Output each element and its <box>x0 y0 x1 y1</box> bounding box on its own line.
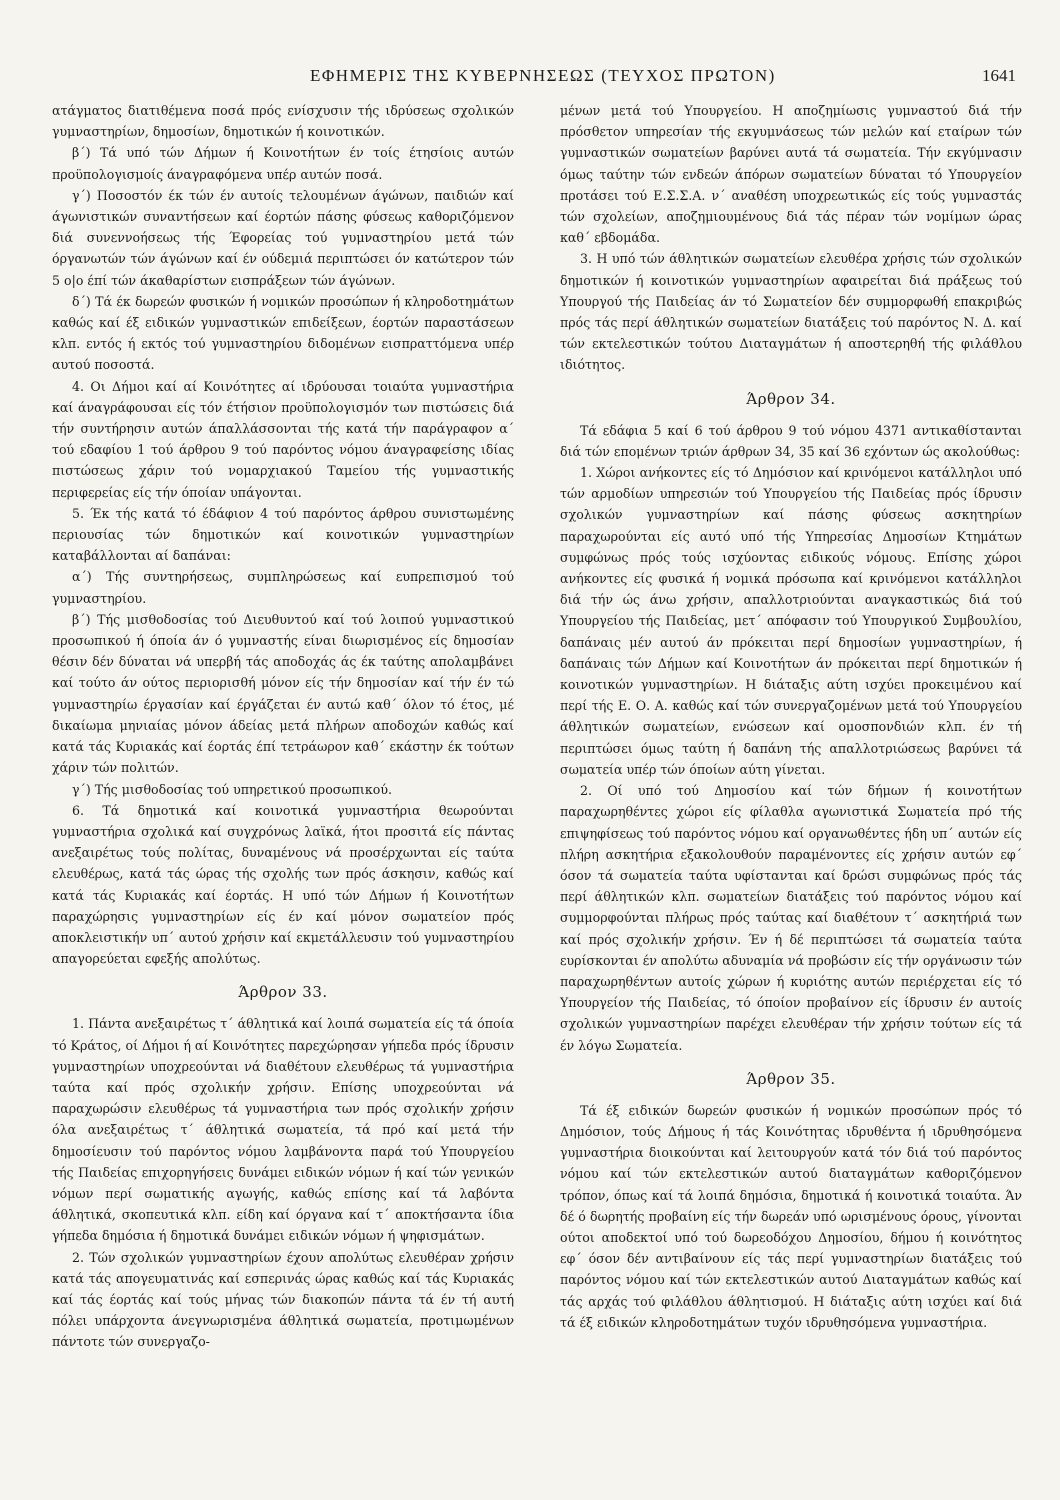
page-number: 1641 <box>982 66 1016 85</box>
right-column <box>560 100 1022 1353</box>
paragraph: β΄) Τά υπό τών Δήμων ή Κοινοτήτων έν τοίς έτησίοις αυτών προϋπολογισμοίς άναγραφόμενα υπέρ αυτών ποσά. <box>52 145 514 182</box>
paragraph: 2. Τών σχολικών γυμναστηρίων έχουν απολύτως ελευθέραν χρήσιν κατά τάς απογευματινάς καί εσπερινάς ώρας καθώς καί τάς Κυριακάς καί τάς έορτάς καί τούς μήνας τών διακοπών πάντα τά έν τή αυτή πόλει υπάρχοντα άνεγνωρισμένα άθλητικά σωματεία, προτιμωμένων πάντοτε τών συνεργαζο- <box>52 1249 514 1350</box>
paragraph: Τά έξ ειδικών δωρεών φυσικών ή νομικών προσώπων πρός τό Δημόσιον, τούς Δήμους ή τάς Κοινότητας ιδρυθέντα ή ιδρυθησόμενα γυμναστήρια διοικούνται καί λειτουργούν κατά τόν διά τού παρόντος νόμου καί τών εκτελεστικών αυτού διαταγμάτων καθοριζόμενον τρόπον, όπως καί τά λοιπά δημόσια, δημοτικά ή κοινοτικά τοιαύτα. Άν δέ ό δωρητής προβαίνη είς τήν δωρεάν υπό ωρισμένους όρους, γίνονται ούτοι αποδεκτοί υπό τού δωρεοδόχου Δημοσίου, δήμου ή κοινότητος εφ΄ όσον δέν αντιβαίνουν είς τάς περί γυμναστηρίων διατάξεις τού παρόντος νόμου καί τών εκτελεστικών αυτού Διαταγμάτων καθώς καί τάς αρχάς τού φιλάθλου άθλητισμού. Η διάταξις αύτη ισχύει καί διά τά έξ ειδικών κληροδοτημάτων τυχόν ιδρυθησόμενα γυμναστήρια. <box>560 1102 1022 1330</box>
article-heading-35: Άρθρον 35. <box>746 1069 836 1088</box>
gazette-title: ΕΦΗΜΕΡΙΣ ΤΗΣ ΚΥΒΕΡΝΗΣΕΩΣ (ΤΕΥΧΟΣ ΠΡΩΤΟΝ) <box>310 66 776 85</box>
paragraph: μένων μετά τού Υπουργείου. Η αποζημίωσις γυμναστού διά τήν πρόσθετον υπηρεσίαν τής εκγυμνάσεως τών μελών καί εταίρων τών γυμναστικών σωματείων βαρύνει αυτά τά σωματεία. Τήν εκγύμνασιν όμως ταύτην τών ενδεών άπόρων σωματείων δύναται τό Υπουργείον προτάσει τού Ε.Σ.Σ.Α. ν΄ αναθέση υποχρεωτικώς είς τούς γυμναστάς τών σχολείων, αποζημιουμένους διά τάς πέραν τών νομίμων ώρας καθ΄ εβδομάδα. <box>560 103 1022 246</box>
page-header <box>52 66 1022 92</box>
article-heading-34: Άρθρον 34. <box>746 389 836 408</box>
paragraph: β΄) Τής μισθοδοσίας τού Διευθυντού καί τού λοιπού γυμναστικού προσωπικού ή όποία άν ό γυμναστής είναι διωρισμένος είς δημοσίαν θέσιν δέν δύναται νά υπερβή τάς αποδοχάς άς έκ ταύτης απολαμβάνει καί τούτο άν ούτος περιορισθή μόνον είς τήν δημοσίαν καί τήν έν τώ γυμναστηρίω έργασίαν καί έργάζεται έν αυτώ καθ΄ όλον τό έτος, μέ δικαίωμα μηνιαίας μόνον άδείας μετά πλήρων αποδοχών καθώς καί κατά τάς Κυριακάς καί έορτάς έπί τετράωρον καθ΄ εκάστην έκ τούτων χάριν τών πολιτών. <box>52 611 514 776</box>
paragraph: 4. Οι Δήμοι καί αί Κοινότητες αί ιδρύουσαι τοιαύτα γυμναστήρια καί άναγράφουσαι είς τόν έτήσιον προϋπολογισμόν των πιστώσεις διά τήν συντήρησιν αυτών άπαλλάσσονται τής κατά τήν παράγραφον α΄ τού εδαφίου 1 τού άρθρου 9 τού παρόντος νόμου άναγραφείσης ιδίας πιστώσεως χάριν τού νομαρχιακού Ταμείου τής γυμναστικής περιφερείας είς τήν όποίαν υπάγονται. <box>52 378 514 500</box>
article-heading-33: Άρθρον 33. <box>238 983 328 1002</box>
paragraph: 2. Οί υπό τού Δημοσίου καί τών δήμων ή κοινοτήτων παραχωρηθέντες χώροι είς φίλαθλα αγωνιστικά Σωματεία πρό τής επιψηφίσεως τού παρόντος νόμου καί οργανωθέντες ήδη υπ΄ αυτών είς πλήρη ασκητήρια εξακολουθούν παραμένοντες είς χρήσιν αυτών εφ΄ όσον τά σωματεία ταύτα υφίστανται καί δρώσι συμφώνως πρός τάς περί άθλητικών κλπ. σωματείων διατάξεις τού παρόντος νόμου καί συμμορφούνται πλήρως πρός ταύτας καί διαθέτουν τ΄ ασκητήριά των καί πρός σχολικήν χρήσιν. Έν ή δέ περιπτώσει τά σωματεία ταύτα ευρίσκονται έν απολύτω αδυναμία νά προβώσιν είς τήν οργάνωσιν τών παραχωρηθέντων αυτοίς χώρων ή κυριότης αυτών περιέρχεται είς τό Υπουργείον τής Παιδείας, τό όποίον προβαίνον είς ίδρυσιν έν αυτοίς σχολικών γυμναστηρίων παρέχει ελευθέραν τήν χρήσιν τούτων είς τά έν λόγω Σωματεία. <box>560 783 1022 1053</box>
paragraph: 5. Έκ τής κατά τό έδάφιον 4 τού παρόντος άρθρου συνιστωμένης περιουσίας τών δημοτικών καί κοινοτικών γυμναστηρίων καταβάλλονται αί δαπάναι: <box>52 505 514 564</box>
paragraph: 1. Πάντα ανεξαιρέτως τ΄ άθλητικά καί λοιπά σωματεία είς τά όποία τό Κράτος, οί Δήμοι ή αί Κοινότητες παρεχώρησαν γήπεδα πρός ίδρυσιν γυμναστηρίων υποχρεούνται νά διαθέτουν ελευθέρως τά γυμναστήρια ταύτα καί πρός σχολικήν χρήσιν. Επίσης υποχρεούνται νά παραχωρώσιν ελευθέρως τά γυμναστήρια των πρός σχολικήν χρήσιν όλα ανεξαιρέτως τ΄ άθλητικά σωματεία, τά πρό καί μετά τήν δημοσίευσιν τού παρόντος νόμου λαμβάνοντα παρά τού Υπουργείου τής Παιδείας επιχορηγήσεις δυνάμει ειδικών νόμων ή καί τών γενικών νόμων περί σωματικής αγωγής, καθώς επίσης καί τά λαβόντα άθλητικά, σκοπευτικά κλπ. είδη καί όργανα καί τ΄ αποκτήσαντα ίδια γήπεδα δημόσια ή δημοτικά δυνάμει ειδικών νόμων ή ψηφισμάτων. <box>52 1016 514 1244</box>
paragraph: Τά εδάφια 5 καί 6 τού άρθρου 9 τού νόμου 4371 αντικαθίστανται διά τών επομένων τριών άρθρων 34, 35 καί 36 εχόντων ώς ακολούθως: <box>560 422 1022 459</box>
paragraph: ατάγματος διατιθέμενα ποσά πρός ενίσχυσιν τής ιδρύσεως σχολικών γυμναστηρίων, δημοσίων, δημοτικών ή κοινοτικών. <box>52 103 514 140</box>
paragraph: γ΄) Τής μισθοδοσίας τού υπηρετικού προσωπικού. <box>72 781 392 797</box>
paragraph: γ΄) Ποσοστόν έκ τών έν αυτοίς τελουμένων άγώνων, παιδιών καί άγωνιστικών συναντήσεων καί έορτών πάσης φύσεως καθοριζόμενον διά συνεννοήσεως τής Έφορείας τού γυμναστηρίου μετά τών όργανωτών τών άγώνων καί έν ούδεμιά περιπτώσει όν κατώτερον τών 5 ο|ο έπί τών άκαθαρίστων εισπράξεων τών άγώνων. <box>52 187 514 288</box>
paragraph: 6. Τά δημοτικά καί κοινοτικά γυμναστήρια θεωρούνται γυμναστήρια σχολικά καί συγχρόνως λαϊκά, ήτοι προσιτά είς πάντας ανεξαιρέτως τούς πολίτας, δυναμένους νά προσέρχωνται είς ταύτα ελευθέρως, κατά τάς ώρας τής σχολής των πρός άσκησιν, καθώς καί κατά τάς Κυριακάς καί έορτάς. Η υπό τών Δήμων ή Κοινοτήτων παραχώρησις γυμναστηρίων είς έν καί μόνον σωματείον πρός αποκλειστικήν υπ΄ αυτού χρήσιν καί εκμετάλλευσιν τού γυμναστηρίου απαγορεύεται εφεξής απολύτως. <box>52 802 514 967</box>
paragraph: 3. Η υπό τών άθλητικών σωματείων ελευθέρα χρήσις τών σχολικών δημοτικών ή κοινοτικών γυμναστηρίων αφαιρείται διά πράξεως τού Υπουργού τής Παιδείας άν τό Σωματείον δέν συμμορφωθή επακριβώς πρός τάς περί άθλητικών σωματείων διατάξεις τού παρόντος Ν. Δ. καί τών εκτελεστικών τούτου Διαταγμάτων ή αποστερηθή τής φιλάθλου ιδιότητος. <box>560 251 1022 373</box>
paragraph: 1. Χώροι ανήκοντες είς τό Δημόσιον καί κρινόμενοι κατάλληλοι υπό τών αρμοδίων υπηρεσιών τού Υπουργείου τής Παιδείας πρός ίδρυσιν σχολικών γυμναστηρίων καί πάσης φύσεως ασκητηρίων παραχωρούνται είς αυτό υπό τής Υπηρεσίας Δημοσίων Κτημάτων συμφώνως πρός τούς ισχύοντας ειδικούς νόμους. Επίσης χώροι ανήκοντες είς φυσικά ή νομικά πρόσωπα καί κρινόμενοι κατάλληλοι διά τήν ώς άνω χρήσιν, απαλλοτριούνται αναγκαστικώς διά τού Υπουργείου τής Παιδείας, μετ΄ απόφασιν τού Υπουργικού Συμβουλίου, δαπάναις μέν αυτού άν πρόκειται περί δημοσίων γυμναστηρίων, ή δαπάναις τών Δήμων καί Κοινοτήτων άν πρόκειται περί δημοτικών ή κοινοτικών γυμναστηρίων. Η διάταξις αύτη ισχύει προκειμένου καί περί τής Ε. Ο. Α. καθώς καί τών συνεργαζομένων μετά τού Υπουργείου άθλητικών σωματείων, ενώσεων καί ομοσπονδιών κλπ. έν τή περιπτώσει όμως ταύτη ή δαπάνη τής απαλλοτριώσεως βαρύνει τά σωματεία υπέρ τών όποίων αύτη γίνεται. <box>560 465 1022 777</box>
paragraph: δ΄) Τά έκ δωρεών φυσικών ή νομικών προσώπων ή κληροδοτημάτων καθώς καί έξ ειδικών γυμναστικών επιδείξεων, έορτών παραστάσεων κλπ. εντός ή εκτός τού γυμναστηρίου διδομένων εισπραττόμενα υπέρ αυτού ποσοστά. <box>52 293 514 373</box>
left-column <box>52 100 514 1353</box>
paragraph: α΄) Τής συντηρήσεως, συμπληρώσεως καί ευπρεπισμού τού γυμναστηρίου. <box>52 569 514 606</box>
text-columns <box>52 100 1022 1353</box>
